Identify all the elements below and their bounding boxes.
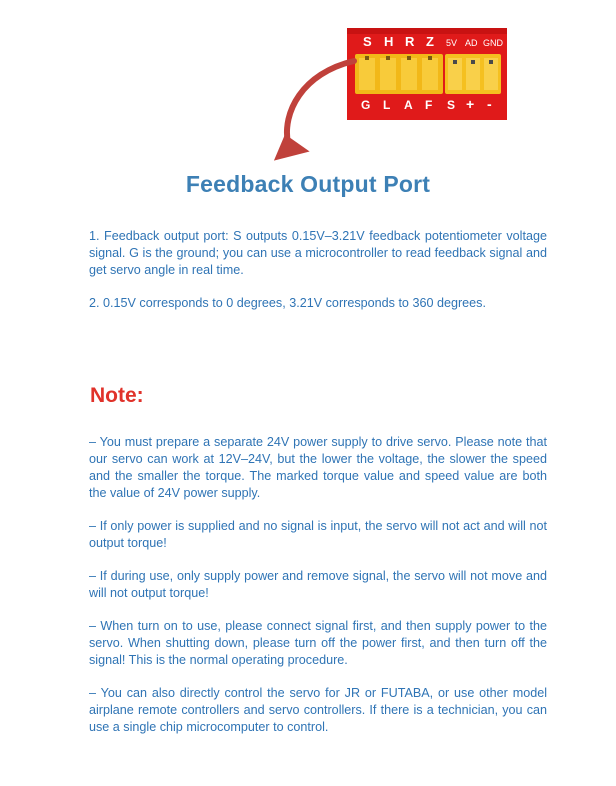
silk-label-minus: - — [487, 96, 492, 112]
silk-label-s-bottom: S — [447, 98, 456, 112]
feedback-paragraph-2: 2. 0.15V corresponds to 0 degrees, 3.21V corresponds to 360 degrees. — [89, 296, 486, 310]
note-item-3: – If during use, only supply power and remove signal, the servo will not move and will not output torque! — [89, 569, 547, 600]
silk-label-l: L — [383, 98, 391, 112]
silk-label-s: S — [363, 34, 372, 49]
silk-label-r: R — [405, 34, 415, 49]
connector-board-image — [347, 28, 507, 120]
silk-label-5v: 5V — [446, 38, 458, 48]
curved-arrow-icon — [230, 55, 370, 175]
silk-label-a: A — [404, 98, 413, 112]
silk-label-g: G — [361, 98, 371, 112]
note-item-1: – You must prepare a separate 24V power supply to drive servo. Please note that our servo can work at 12V–24V, but the lower the voltage, the slower the speed and the smaller the torque. The marked torque value and speed value are both the value of 24V power supply. — [89, 435, 547, 500]
page-title: Feedback Output Port — [185, 171, 431, 197]
silk-label-ad: AD — [465, 38, 478, 48]
note-item-4: – When turn on to use, please connect signal first, and then supply power to the servo. When shutting down, please turn off the power first, and then turn off the signal! This is the normal operating procedure. — [89, 619, 547, 667]
feedback-paragraph-1: 1. Feedback output port: S outputs 0.15V–3.21V feedback potentiometer voltage signal. G is the ground; you can use a microcontroller to read feedback signal and get servo angle in real time. — [89, 229, 547, 277]
silk-label-z: Z — [426, 34, 434, 49]
silk-label-gnd: GND — [483, 38, 503, 48]
note-heading: Note: — [90, 384, 144, 407]
note-item-5: – You can also directly control the servo for JR or FUTABA, or use other model airplane remote controllers and servo controllers. If there is a technician, you can use a single chip microcomputer to control. — [89, 686, 547, 734]
note-item-2: – If only power is supplied and no signal is input, the servo will not act and will not output torque! — [89, 519, 547, 550]
silk-label-plus: + — [466, 96, 475, 112]
silk-label-h: H — [384, 34, 394, 49]
silk-label-f: F — [425, 98, 433, 112]
